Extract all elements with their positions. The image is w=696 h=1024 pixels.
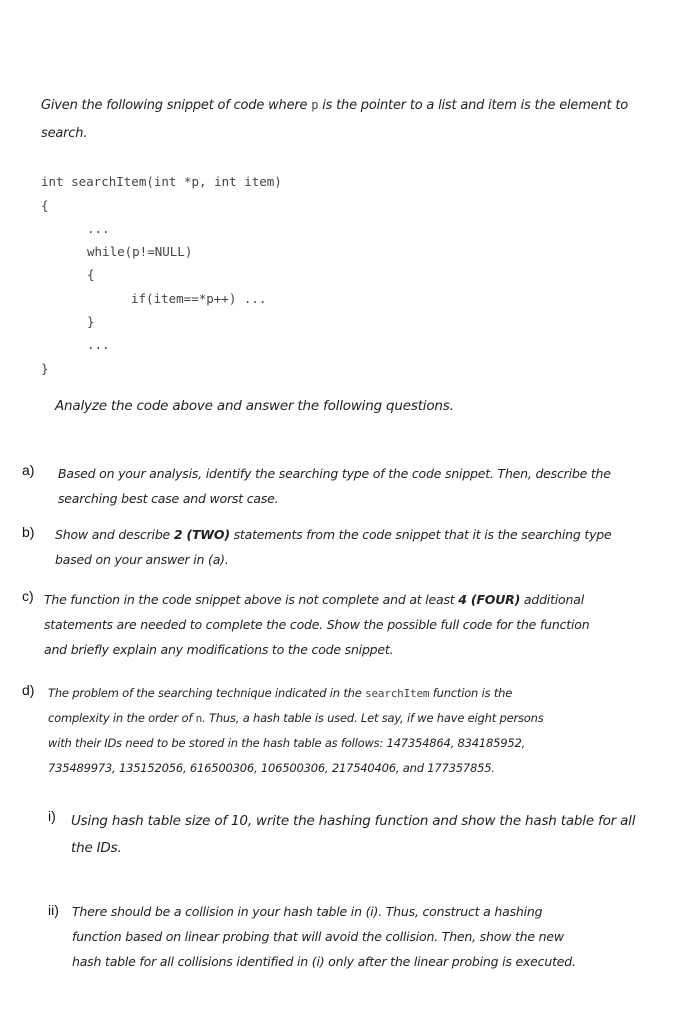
question-a (58, 461, 678, 511)
code-close-brace: } (41, 361, 49, 376)
code-ellipsis-bottom: ... (87, 337, 110, 352)
pointer-p-code: p (311, 98, 319, 112)
question-dii (72, 899, 682, 974)
question-dii-line-3: hash table for all collisions identified in (i) only after the linear probing is executed. (72, 954, 576, 969)
question-d-line-3: with their IDs need to be stored in the hash table as follows: 147354864, 834185952, (48, 736, 526, 750)
question-a-label: a) (22, 462, 35, 478)
question-dii-line-1: There should be a collision in your hash table in (i). Thus, construct a hashing (72, 904, 543, 919)
n-code: n (195, 712, 203, 725)
code-while-open-brace: { (87, 267, 95, 282)
question-c-line-1: The function in the code snippet above is not complete and at least 4 (FOUR) additional (44, 592, 584, 607)
question-dii-label: ii) (48, 902, 59, 918)
code-ellipsis-top: ... (87, 221, 110, 236)
question-di (71, 808, 681, 862)
question-d-label: d) (22, 682, 35, 698)
code-signature: int searchItem(int *p, int item) (41, 174, 282, 189)
question-c-line-2: statements are needed to complete the code. Show the possible full code for the function (44, 617, 590, 632)
code-if: if(item==*p++) ... (131, 291, 267, 306)
question-dii-line-2: function based on linear probing that will avoid the collision. Then, show the new (72, 929, 564, 944)
intro-line-2: search. (41, 126, 88, 141)
code-while: while(p!=NULL) (87, 244, 193, 259)
question-di-line-2: the IDs. (71, 840, 122, 856)
question-di-line-1: Using hash table size of 10, write the hashing function and show the hash table for all (71, 813, 636, 829)
question-c-line-3: and briefly explain any modifications to the code snippet. (44, 642, 394, 657)
question-b-emphasis: 2 (TWO) (173, 527, 230, 542)
question-d (48, 681, 668, 781)
analyze-instruction: Analyze the code above and answer the following questions. (55, 398, 454, 414)
question-di-label: i) (48, 808, 56, 824)
question-b-line-2: based on your answer in (a). (55, 552, 229, 567)
question-b-label: b) (22, 524, 35, 540)
question-b (55, 522, 675, 572)
question-c-label: c) (22, 588, 34, 604)
intro-line-1: Given the following snippet of code where p is the pointer to a list and item is the element to (41, 98, 629, 113)
question-c (44, 587, 674, 662)
question-c-emphasis: 4 (FOUR) (458, 592, 521, 607)
question-d-line-2: complexity in the order of n. Thus, a hash table is used. Let say, if we have eight persons (48, 711, 544, 725)
code-while-close-brace: } (87, 314, 95, 329)
question-a-line-1: Based on your analysis, identify the searching type of the code snippet. Then, describe the (58, 466, 611, 481)
question-d-line-1: The problem of the searching technique indicated in the searchItem function is the (48, 686, 513, 700)
question-b-line-1: Show and describe 2 (TWO) statements from the code snippet that it is the searching type (55, 527, 612, 542)
question-d-line-4: 735489973, 135152056, 616500306, 106500306, 217540406, and 177357855. (48, 761, 495, 775)
searchitem-code: searchItem (365, 687, 430, 700)
question-a-line-2: searching best case and worst case. (58, 491, 279, 506)
intro-paragraph (41, 93, 651, 146)
code-open-brace: { (41, 198, 49, 213)
